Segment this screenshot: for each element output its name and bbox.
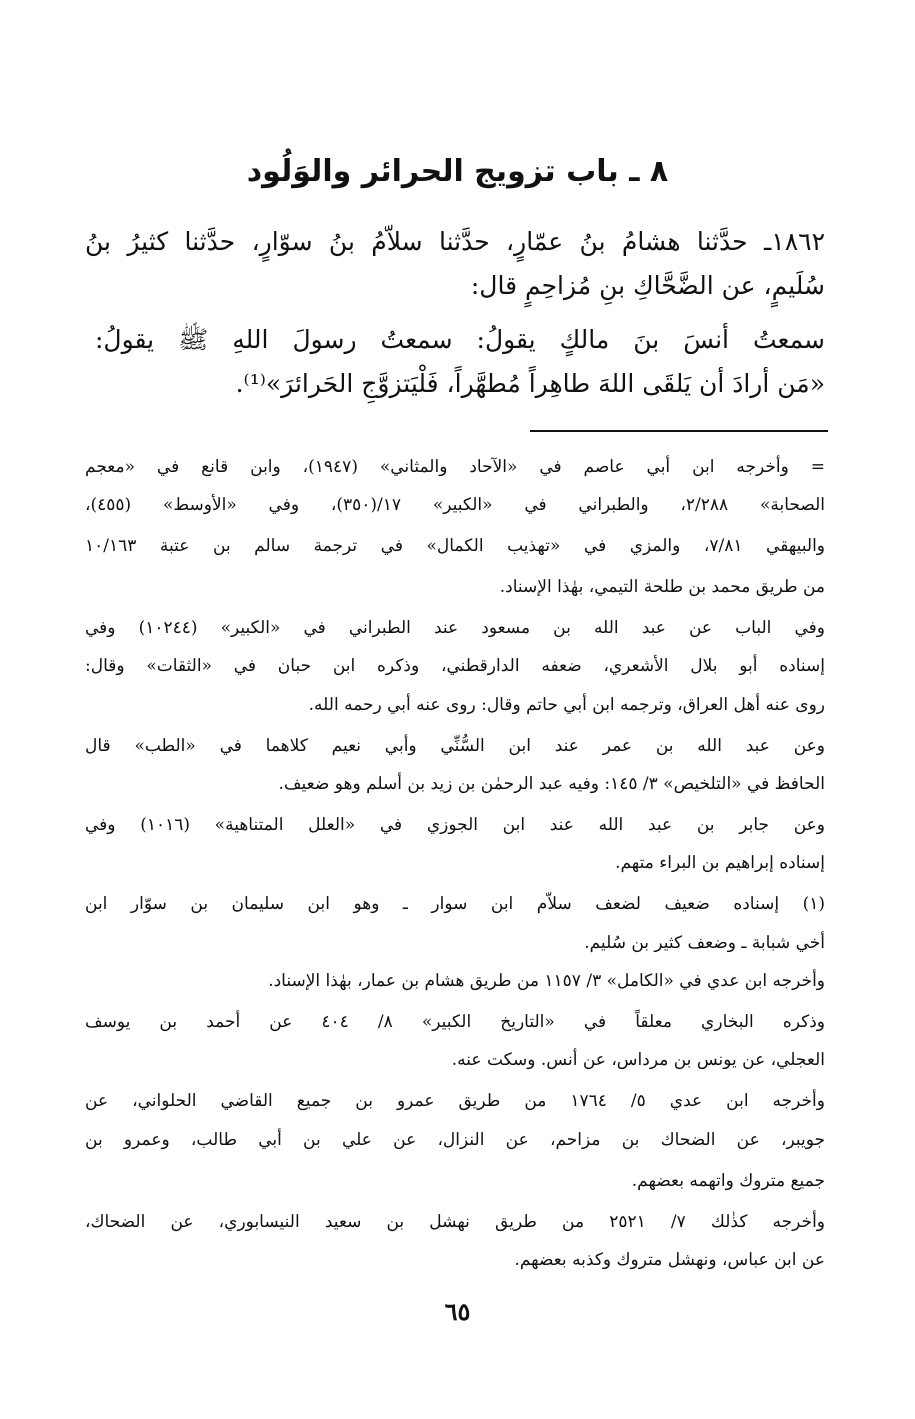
footnote-line: جميع متروك واتهمه بعضهم.: [631, 1171, 825, 1191]
page-number: ٦٥: [444, 1297, 471, 1326]
footnote-line: وعن عبد الله بن عمر عند ابن السُّنِّي وأبي نعيم كلاهما في «الطب» قال: [85, 736, 825, 756]
footnote-line: والبيهقي ٧/٨١، والمزي في «تهذيب الكمال» في ترجمة سالم بن عتبة ١٠/١٦٣: [85, 536, 825, 556]
footnote-line: إسناده إبراهيم بن البراء متهم.: [615, 853, 825, 873]
chapter-title: ٨ ـ باب تزويج الحرائر والوَلُود: [246, 154, 669, 189]
footnote-line: الصحابة» ٢/٢٨٨، والطبراني في «الكبير» ١٧/(٣٥٠)، وفي «الأوسط» (٤٥٥)،: [85, 495, 825, 515]
footnote-line: وذكره البخاري معلقاً في «التاريخ الكبير» ٨/ ٤٠٤ عن أحمد بن يوسف: [85, 1012, 825, 1032]
footnote-line: = وأخرجه ابن أبي عاصم في «الآحاد والمثاني» (١٩٤٧)، وابن قانع في «معجم: [85, 457, 825, 477]
footnote-line: وأخرجه كذٰلك ٧/ ٢٥٢١ من طريق نهشل بن سعيد النيسابوري، عن الضحاك،: [85, 1212, 825, 1232]
footnote-line: أخي شبابة ـ وضعف كثير بن سُليم.: [584, 933, 825, 953]
footnote-line: وفي الباب عن عبد الله بن مسعود عند الطبراني في «الكبير» (١٠٢٤٤) وفي: [85, 618, 825, 638]
footnote-line: وعن جابر بن عبد الله عند ابن الجوزي في «العلل المتناهية» (١٠١٦) وفي: [85, 815, 825, 835]
hadith-line: ١٨٦٢ـ حدَّثنا هشامُ بنُ عمّارٍ، حدَّثنا سلاّمُ بنُ سوّارٍ، حدَّثنا كثيرُ بنُ: [85, 227, 825, 256]
hadith-line: «مَن أرادَ أن يَلقَى اللهَ طاهِراً مُطهَّراً، فَلْيَتزوَّجِ الحَرائرَ»⁽¹⁾.: [235, 369, 825, 398]
footnote-line: إسناده أبو بلال الأشعري، ضعفه الدارقطني، وذكره ابن حبان في «الثقات» وقال:: [85, 656, 825, 676]
footnote-line: الحافظ في «التلخيص» ٣/ ١٤٥: وفيه عبد الرحمٰن بن زيد بن أسلم وهو ضعيف.: [278, 774, 825, 794]
footnote-line: (١) إسناده ضعيف لضعف سلاّم ابن سوار ـ وهو ابن سليمان بن سوّار ابن: [85, 894, 825, 914]
footnote-line: جويبر، عن الضحاك بن مزاحم، عن النزال، عن علي بن أبي طالب، وعمرو بن: [85, 1130, 825, 1150]
footnote-divider: [530, 430, 828, 432]
footnote-line: العجلي، عن يونس بن مرداس، عن أنس. وسكت عنه.: [451, 1050, 825, 1070]
footnote-line: روى عنه أهل العراق، وترجمه ابن أبي حاتم وقال: روى عنه أبي رحمه الله.: [308, 695, 825, 715]
footnote-line: وأخرجه ابن عدي ٥/ ١٧٦٤ من طريق عمرو بن جميع القاضي الحلواني، عن: [85, 1091, 825, 1111]
hadith-line: سُلَيمٍ، عن الضَّحَّاكِ بنِ مُزاحِمٍ قال:: [470, 271, 825, 300]
footnote-line: وأخرجه ابن عدي في «الكامل» ٣/ ١١٥٧ من طريق هشام بن عمار، بهٰذا الإسناد.: [268, 971, 825, 991]
hadith-line: سمعتُ أنسَ بنَ مالكٍ يقولُ: سمعتُ رسولَ اللهِ ﷺ يقولُ:: [95, 325, 825, 354]
footnote-line: من طريق محمد بن طلحة التيمي، بهٰذا الإسناد.: [499, 577, 825, 597]
footnote-line: عن ابن عباس، ونهشل متروك وكذبه بعضهم.: [514, 1250, 825, 1270]
